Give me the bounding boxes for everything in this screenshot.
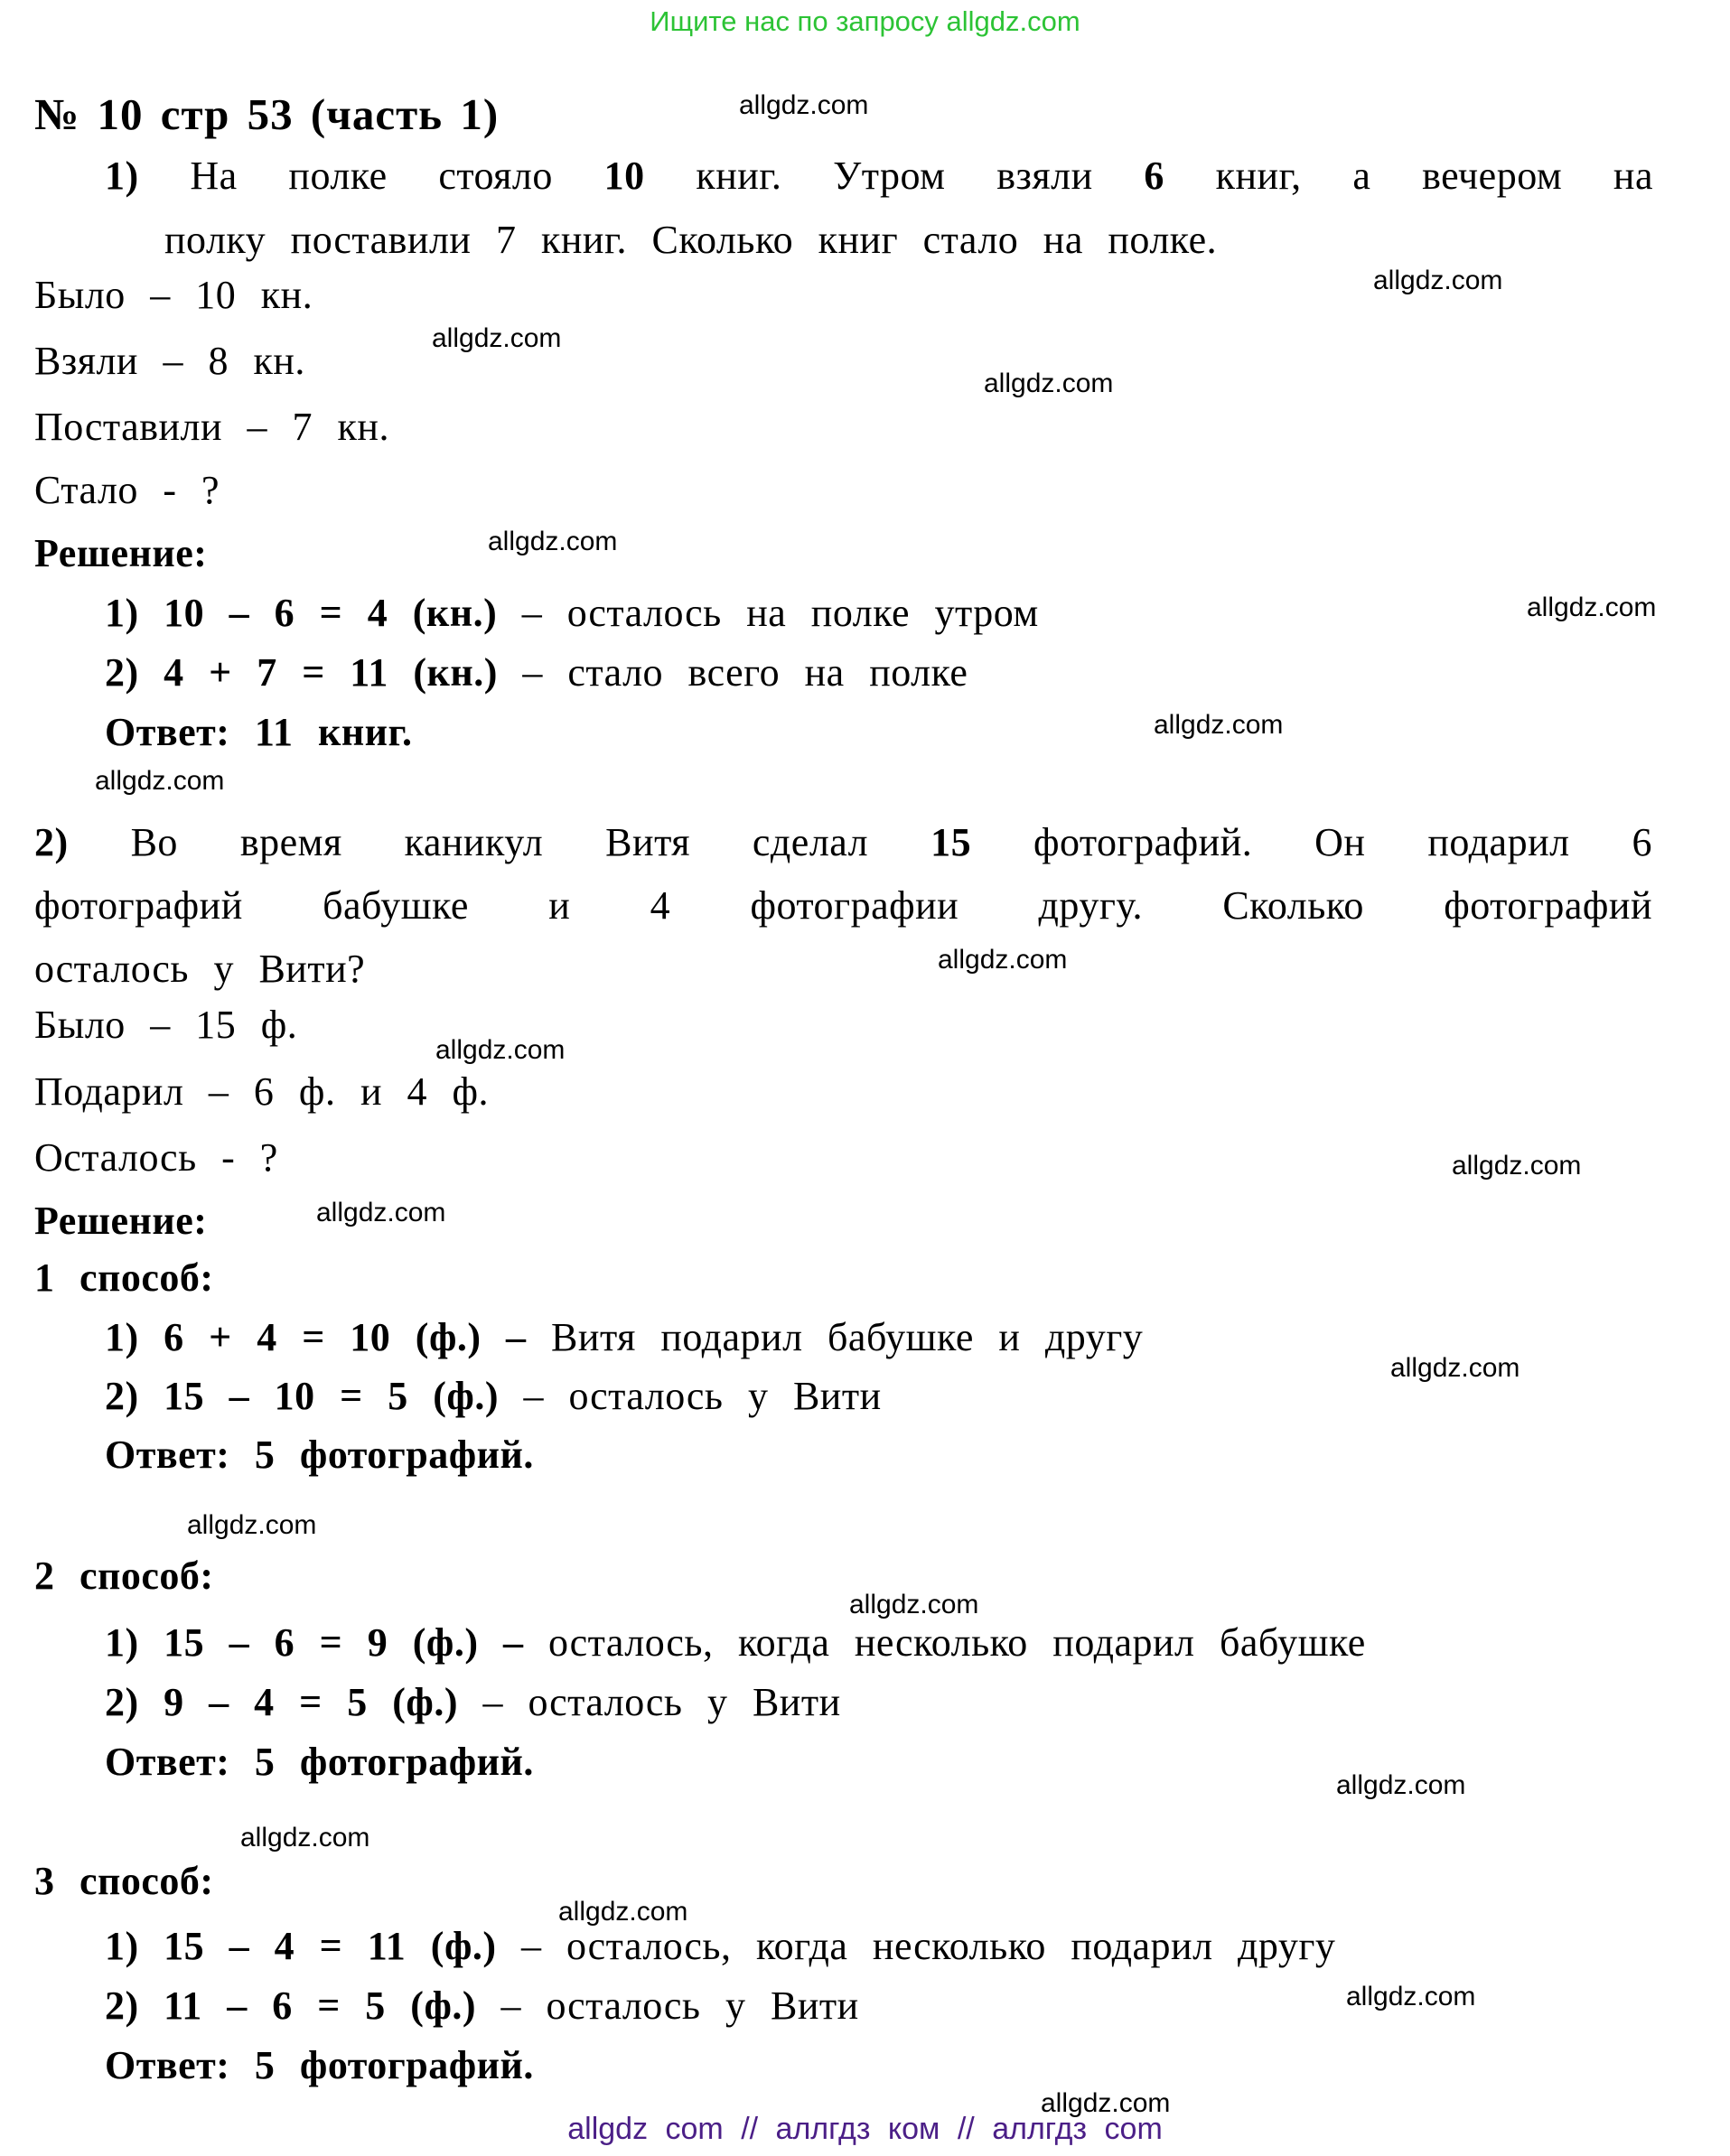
page-title: № 10 стр 53 (часть 1) bbox=[34, 89, 500, 139]
task-1-answer-line: Ответ: 11 книг. bbox=[105, 710, 413, 754]
method-3-answer-line: Ответ: 5 фотографий. bbox=[105, 2043, 534, 2087]
text-segment: – стало всего на полке bbox=[497, 650, 968, 695]
task-1-statement-line-2: полку поставили 7 книг. Сколько книг стало на полке. bbox=[164, 218, 1218, 262]
task-1-given-became-line: Стало - ? bbox=[34, 468, 220, 512]
watermark-text: allgdz.com bbox=[739, 90, 869, 120]
method-2-step-1 bbox=[105, 1620, 1366, 1666]
bold-text-segment: 6 bbox=[1144, 154, 1164, 198]
task-1-given-put-line: Поставили – 7 кн. bbox=[34, 405, 389, 449]
watermark-text: allgdz.com bbox=[1527, 593, 1657, 622]
method-2-step-2 bbox=[105, 1680, 841, 1726]
text-segment: осталось, когда несколько подарил бабушке bbox=[523, 1620, 1366, 1665]
watermark-text: allgdz.com bbox=[240, 1823, 370, 1853]
text-segment: фотографий. Он подарил 6 bbox=[971, 820, 1653, 864]
text-segment: – осталось на полке утром bbox=[497, 591, 1039, 635]
task-2-given-left-line: Осталось - ? bbox=[34, 1135, 278, 1180]
method-2-answer-line: Ответ: 5 фотографий. bbox=[105, 1740, 534, 1784]
method-1-step-2 bbox=[105, 1374, 882, 1420]
task-1-solution-step-2 bbox=[105, 650, 968, 696]
bold-text-segment: 2) 9 – 4 = 5 (ф.) bbox=[105, 1680, 458, 1724]
text-segment: – осталось у Вити bbox=[457, 1680, 841, 1724]
watermark-text: allgdz.com bbox=[1154, 710, 1284, 740]
bold-text-segment: 2) 4 + 7 = 11 (кн.) bbox=[105, 650, 498, 695]
task-1-solution-step-1 bbox=[105, 591, 1039, 637]
task-1-solution-heading: Решение: bbox=[34, 531, 208, 575]
bold-text-segment: 1) 10 – 6 = 4 (кн.) bbox=[105, 591, 498, 635]
task-2-solution-heading: Решение: bbox=[34, 1199, 208, 1243]
text-segment: Во время каникул Витя сделал bbox=[130, 820, 931, 864]
text-segment: – осталось у Вити bbox=[498, 1374, 882, 1418]
watermark-text: allgdz.com bbox=[95, 766, 225, 796]
method-3-heading: 3 способ: bbox=[34, 1859, 214, 1903]
task-1-statement-line-1 bbox=[105, 154, 1653, 200]
method-1-answer-line: Ответ: 5 фотографий. bbox=[105, 1433, 534, 1477]
text-segment: – осталось у Вити bbox=[476, 1983, 859, 2028]
watermark-text: allgdz.com bbox=[1373, 266, 1503, 295]
task-2-given-was-line: Было – 15 ф. bbox=[34, 1003, 298, 1047]
bold-text-segment: 15 bbox=[930, 820, 972, 864]
footer-domains: allgdz com // аллгдз ком // аллгдз com bbox=[567, 2112, 1163, 2146]
watermark-text: allgdz.com bbox=[432, 323, 562, 353]
task-2-statement-line-1 bbox=[34, 820, 1652, 866]
watermark-text: allgdz.com bbox=[849, 1590, 979, 1619]
task-1-given-was-line: Было – 10 кн. bbox=[34, 273, 313, 317]
method-3-step-2 bbox=[105, 1983, 859, 2030]
bold-text-segment: 2) 11 – 6 = 5 (ф.) bbox=[105, 1983, 477, 2028]
text-segment: книг. Утром взяли bbox=[644, 154, 1145, 198]
watermark-text: allgdz.com bbox=[558, 1897, 688, 1927]
bold-text-segment: 1) 6 + 4 = 10 (ф.) – bbox=[105, 1315, 527, 1359]
task-2-statement-line-3: осталось у Вити? bbox=[34, 947, 366, 991]
bold-text-segment: 1) 15 – 4 = 11 (ф.) bbox=[105, 1924, 497, 1968]
method-1-step-1 bbox=[105, 1315, 1143, 1361]
watermark-text: allgdz.com bbox=[984, 369, 1114, 398]
watermark-text: allgdz.com bbox=[1336, 1770, 1466, 1800]
task-1-given-taken-line: Взяли – 8 кн. bbox=[34, 339, 305, 383]
bold-text-segment: 2) 15 – 10 = 5 (ф.) bbox=[105, 1374, 499, 1418]
bold-text-segment: 1) bbox=[105, 154, 191, 198]
text-segment: На полке стояло bbox=[190, 154, 604, 198]
method-3-step-1 bbox=[105, 1924, 1335, 1970]
text-segment: книг, а вечером на bbox=[1164, 154, 1653, 198]
method-2-heading: 2 способ: bbox=[34, 1554, 214, 1598]
bold-text-segment: 2) bbox=[34, 820, 131, 864]
bold-text-segment: 10 bbox=[603, 154, 645, 198]
watermark-text: allgdz.com bbox=[488, 527, 618, 556]
watermark-text: allgdz.com bbox=[1390, 1353, 1520, 1383]
bold-text-segment: 1) 15 – 6 = 9 (ф.) – bbox=[105, 1620, 524, 1665]
watermark-text: allgdz.com bbox=[316, 1198, 446, 1227]
watermark-text: allgdz.com bbox=[1452, 1151, 1582, 1181]
task-2-given-gave-line: Подарил – 6 ф. и 4 ф. bbox=[34, 1069, 489, 1114]
watermark-text: allgdz.com bbox=[1041, 2088, 1171, 2118]
watermark-text: allgdz.com bbox=[187, 1510, 317, 1540]
task-2-statement-line-2: фотографий бабушке и 4 фотографии другу. Сколько фотографий bbox=[34, 883, 1652, 928]
watermark-text: allgdz.com bbox=[1346, 1982, 1476, 2011]
text-segment: – осталось, когда несколько подарил другу bbox=[496, 1924, 1336, 1968]
method-1-heading: 1 способ: bbox=[34, 1255, 214, 1300]
watermark-text: allgdz.com bbox=[435, 1035, 566, 1065]
watermark-text: allgdz.com bbox=[938, 945, 1068, 975]
text-segment: Витя подарил бабушке и другу bbox=[526, 1315, 1144, 1359]
promo-banner: Ищите нас по запросу allgdz.com bbox=[650, 5, 1080, 37]
